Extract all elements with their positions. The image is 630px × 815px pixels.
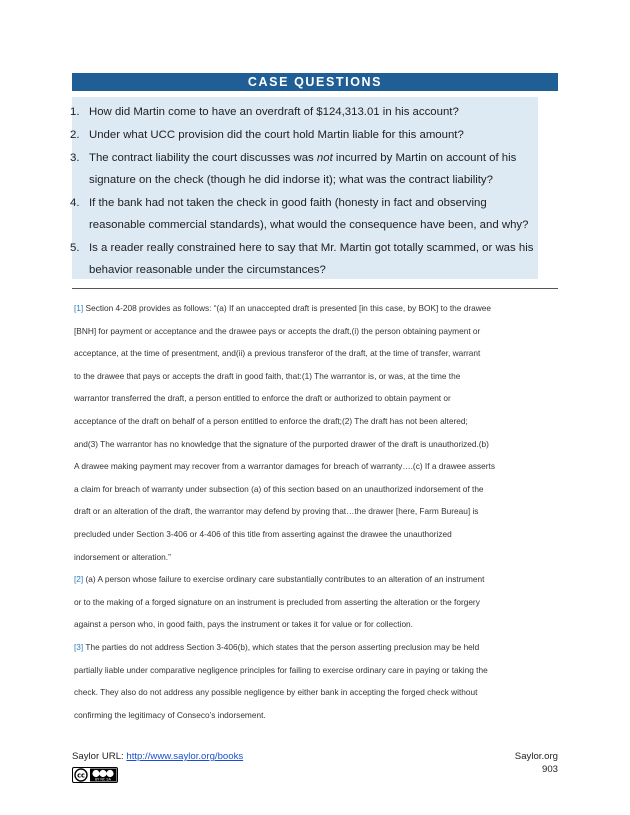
cc-license-terms: BY NC SA <box>95 777 111 782</box>
emphasis-not: not <box>316 152 333 164</box>
footnote-1: [1] Section 4-208 provides as follows: “(a) If an unaccepted draft is presented [in this case, by BOK] to the drawee [BNH] for payment or acceptance and the drawee pays or accepts the draft,(i) the person obtaining payment or acceptance, at the time of presentment, and(ii) a previous transferor of the draft, at the time of transfer, warrant to the drawee that pays or accepts the draft in good faith, that:(1) The warrantor is, or was, at the time the warrantor transferred the draft, a person entitled to enforce the draft or authorized to obtain payment or acceptance of the draft on behalf of a person entitled to enforce the draft;(2) The draft has not been altered; and(3) The warrantor has no knowledge that the signature of the purported drawer of the draft is unauthorized.(b) A drawee making payment may recover from a warrantor damages for breach of warranty….(c) If a drawee asserts a claim for breach of warranty under subsection (a) of this section based on an unauthorized indorsement of the draft or an alteration of the draft, the warrantor may defend by proving that…the drawer [here, Farm Bureau] is precluded under Section 3-406 or 4-406 of this title from asserting against the drawee the unauthorized indorsement or alteration.” <box>74 303 496 562</box>
footnote-ref-link[interactable]: [2] <box>74 574 84 584</box>
question-number: 4. <box>70 197 80 209</box>
footer-url-label: Saylor URL: <box>72 751 127 762</box>
question-number: 1. <box>70 106 80 118</box>
case-questions-title: CASE QUESTIONS <box>247 75 383 89</box>
footnote-ref-link[interactable]: [1] <box>74 303 84 313</box>
question-number: 5. <box>70 242 80 254</box>
footer-source <box>72 751 243 762</box>
question-text: How did Martin come to have an overdraft of $124,313.01 in his account? <box>89 106 459 118</box>
saylor-books-link[interactable]: http://www.saylor.org/books <box>126 751 244 762</box>
footer-page-info <box>515 751 558 776</box>
case-questions-list <box>72 97 538 279</box>
question-text: Under what UCC provision did the court hold Martin liable for this amount? <box>89 129 464 141</box>
footnote-3: [3] The parties do not address Section 3-406(b), which states that the person asserting preclusion may be held partially liable under comparative negligence principles for failing to exercise ordinary care in paying or taking the check. They also do not address any possible negligence by either bank in accepting the forged check without confirming the legitimacy of Conseco’s indorsement. <box>74 642 488 720</box>
question-number: 3. <box>70 152 80 164</box>
question-text: If the bank had not taken the check in good faith (honesty in fact and observing reasonable commercial standards), what would the consequence have been, and why? <box>89 197 529 231</box>
cc-license-icon[interactable] <box>72 767 118 783</box>
footer-site-name: Saylor.org <box>514 751 558 762</box>
page-number: 903 <box>541 763 558 775</box>
footnote-divider <box>72 288 558 289</box>
svg-text:cc: cc <box>77 771 85 780</box>
footnote-2: [2] (a) A person whose failure to exercise ordinary care substantially contributes to an alteration of an instrument or to the making of a forged signature on an instrument is precluded from asserting the alteration or the forgery against a person who, in good faith, pays the instrument or takes it for value or for collection. <box>74 574 485 630</box>
question-text: The contract liability the court discusses was not incurred by Martin on account of his signature on the check (though he did indorse it); what was the contract liability? <box>89 152 517 186</box>
footnote-ref-link[interactable]: [3] <box>74 642 84 652</box>
case-questions-header <box>72 73 558 91</box>
question-text: Is a reader really constrained here to say that Mr. Martin got totally scammed, or was his behavior reasonable under the circumstances? <box>89 242 534 276</box>
question-number: 2. <box>70 129 80 141</box>
